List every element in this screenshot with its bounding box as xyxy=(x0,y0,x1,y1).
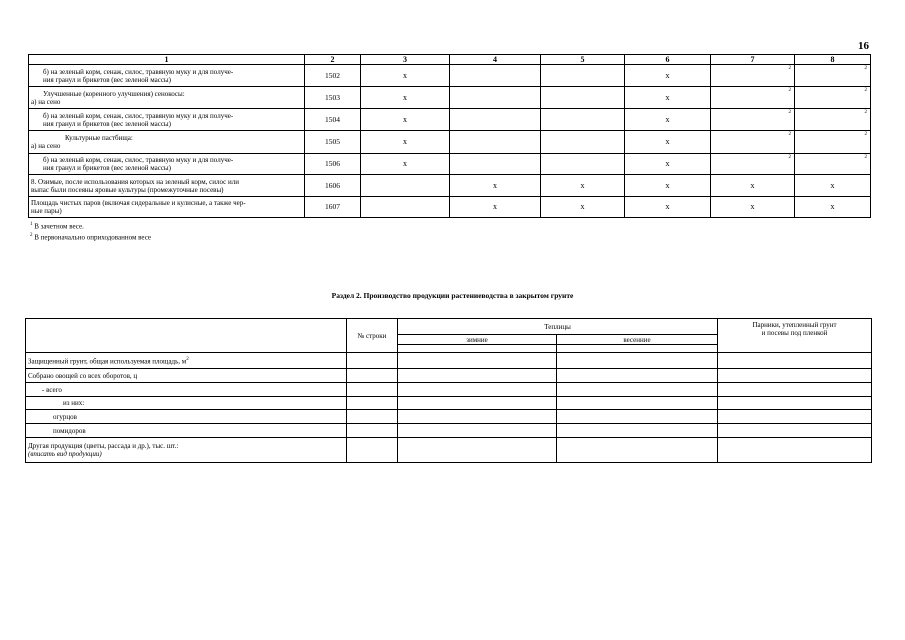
cell[interactable] xyxy=(398,369,557,383)
table-row xyxy=(29,154,871,175)
cell-col5[interactable] xyxy=(541,87,625,109)
row-code: 1506 xyxy=(305,154,361,175)
cell-col3[interactable]: x xyxy=(361,154,450,175)
header-cell: 2 xyxy=(305,55,361,65)
footnote-mark: 2 xyxy=(788,88,791,93)
row-code: 1607 xyxy=(305,197,361,218)
cell[interactable] xyxy=(398,383,557,397)
table-crop-area xyxy=(28,54,871,218)
row-label-line: Другая продукция (цветы, рассада и др.), тыс. шт.: xyxy=(28,442,179,450)
footnote-mark: 2 xyxy=(864,88,867,93)
cell[interactable] xyxy=(347,397,398,410)
row-code: 1505 xyxy=(305,131,361,154)
cell-col3[interactable]: x xyxy=(361,65,450,87)
cell[interactable] xyxy=(347,410,398,424)
cell-col7[interactable] xyxy=(711,154,795,175)
cell-col7[interactable]: x xyxy=(711,197,795,218)
footnote-mark: 2 xyxy=(864,132,867,137)
row-label: Собрано овощей со всех оборотов, ц xyxy=(26,369,347,383)
cell-col6[interactable]: x xyxy=(625,197,711,218)
footnote-mark: 2 xyxy=(788,132,791,137)
row-label xyxy=(29,154,305,175)
footnote-mark: 2 xyxy=(788,110,791,115)
cell[interactable] xyxy=(718,353,872,369)
cell[interactable] xyxy=(718,369,872,383)
cell[interactable] xyxy=(557,410,718,424)
row-label: - всего xyxy=(26,383,347,397)
table-row xyxy=(29,197,871,218)
row-label-line: Площадь чистых паров (включая сидеральные и кулисные, а также чер- xyxy=(31,199,246,207)
cell-col8[interactable] xyxy=(795,65,871,87)
header-cell: 6 xyxy=(625,55,711,65)
row-label-line: а) на сено xyxy=(31,97,61,106)
row-code: 1502 xyxy=(305,65,361,87)
table-row xyxy=(26,383,872,397)
cell[interactable] xyxy=(718,424,872,438)
cell-col3[interactable]: x xyxy=(361,109,450,131)
table-row xyxy=(29,131,871,154)
cell-col7[interactable] xyxy=(711,87,795,109)
row-label xyxy=(29,131,305,154)
cell[interactable] xyxy=(398,353,557,369)
footnote-mark: 2 xyxy=(788,66,791,71)
cell-col6[interactable]: x xyxy=(625,87,711,109)
cell-col6[interactable]: x xyxy=(625,154,711,175)
header-cell: 5 xyxy=(541,55,625,65)
row-label-line: выпас были посеяны яровые культуры (промежуточные посевы) xyxy=(31,185,224,194)
cell[interactable] xyxy=(347,438,398,463)
cell[interactable] xyxy=(347,369,398,383)
cell-col5[interactable] xyxy=(541,154,625,175)
header-cell: 1 xyxy=(29,55,305,65)
cell-col8[interactable] xyxy=(795,109,871,131)
row-label xyxy=(29,65,305,87)
header-row-number: № строки xyxy=(347,319,398,353)
table-row xyxy=(26,369,872,383)
cell[interactable] xyxy=(557,383,718,397)
row-label-line: (вписать вид продукции) xyxy=(28,450,102,458)
cell-col6[interactable]: x xyxy=(625,175,711,197)
row-label-line: б) на зеленый корм, сенаж, силос, травяную муку и для получе- xyxy=(43,111,234,120)
table-row xyxy=(29,109,871,131)
cell-col4[interactable] xyxy=(450,131,541,154)
cell-col8[interactable] xyxy=(795,154,871,175)
footnote-mark: 2 xyxy=(864,155,867,160)
cell-col3[interactable]: x xyxy=(361,131,450,154)
header-winter: зимние xyxy=(398,335,557,345)
cell[interactable] xyxy=(557,397,718,410)
table-row xyxy=(26,397,872,410)
header-hotbeds xyxy=(718,319,872,353)
table-header-row xyxy=(29,55,871,65)
row-code: 1504 xyxy=(305,109,361,131)
row-label-line: а) на сено xyxy=(31,142,61,150)
cell-col3[interactable]: x xyxy=(361,87,450,109)
cell-col4[interactable] xyxy=(450,65,541,87)
cell[interactable] xyxy=(718,438,872,463)
cell-col6[interactable]: x xyxy=(625,65,711,87)
cell[interactable] xyxy=(398,438,557,463)
cell[interactable] xyxy=(718,383,872,397)
cell[interactable] xyxy=(557,438,718,463)
table-row xyxy=(26,353,872,369)
row-code: 1503 xyxy=(305,87,361,109)
cell-col8[interactable]: x xyxy=(795,197,871,218)
cell-col5[interactable]: x xyxy=(541,197,625,218)
cell[interactable] xyxy=(398,397,557,410)
cell-col6[interactable]: x xyxy=(625,109,711,131)
footnote-1: $^1$ В зачетном весе. xyxy=(30,222,84,231)
table-row xyxy=(26,410,872,424)
cell-col7[interactable] xyxy=(711,131,795,154)
row-label-line: б) на зеленый корм, сенаж, силос, травяную муку и для получе- xyxy=(43,67,234,76)
header-hotbeds-line: и посевы под пленкой xyxy=(761,329,828,337)
row-label: помидоров xyxy=(26,424,347,438)
row-label xyxy=(29,87,305,109)
row-label xyxy=(29,175,305,197)
cell-col7[interactable] xyxy=(711,109,795,131)
header-blank xyxy=(26,319,347,353)
cell-col4[interactable] xyxy=(450,87,541,109)
footnote-2: $^2$ В первоначально оприходованном весе xyxy=(30,233,152,242)
cell-col3[interactable] xyxy=(361,197,450,218)
row-label: Защищенный грунт, общая используемая площадь, $м^2$ xyxy=(26,353,347,369)
cell[interactable] xyxy=(398,424,557,438)
header-hotbeds-line: Парники, утепленный грунт xyxy=(752,321,837,329)
cell-col4[interactable]: x xyxy=(450,197,541,218)
cell-col7[interactable] xyxy=(711,65,795,87)
row-label-line: б) на зеленый корм, сенаж, силос, травяную муку и для получе- xyxy=(43,156,234,164)
row-label-line: 8. Озимые, после использования которых на зеленый корм, силос или xyxy=(31,177,240,186)
cell[interactable] xyxy=(557,369,718,383)
row-label xyxy=(29,109,305,131)
cell-col8[interactable]: x xyxy=(795,175,871,197)
table-row xyxy=(29,87,871,109)
row-label xyxy=(26,438,347,463)
cell[interactable] xyxy=(347,383,398,397)
header-subcell xyxy=(398,345,557,353)
row-label xyxy=(29,197,305,218)
table-row xyxy=(26,424,872,438)
row-label-line: Культурные пастбища: xyxy=(65,134,133,142)
cell[interactable] xyxy=(557,424,718,438)
cell-col4[interactable] xyxy=(450,154,541,175)
row-label-line: Улучшенные (коренного улучшения) сенокосы: xyxy=(43,89,185,98)
cell[interactable] xyxy=(347,353,398,369)
table-header-row xyxy=(26,319,872,335)
cell-col3[interactable] xyxy=(361,175,450,197)
cell-col4[interactable] xyxy=(450,109,541,131)
row-label: огурцов xyxy=(26,410,347,424)
footnote-mark: 2 xyxy=(864,66,867,71)
footnote-mark: 2 xyxy=(864,110,867,115)
row-code: 1606 xyxy=(305,175,361,197)
cell-col7[interactable]: x xyxy=(711,175,795,197)
row-label-line: ные пары) xyxy=(31,207,62,215)
table-row xyxy=(26,438,872,463)
cell-col4[interactable]: x xyxy=(450,175,541,197)
cell-col5[interactable] xyxy=(541,131,625,154)
cell-col5[interactable] xyxy=(541,109,625,131)
cell-col5[interactable]: x xyxy=(541,175,625,197)
row-label-line: ния гранул и брикетов (вес зеленой массы) xyxy=(43,164,171,172)
row-label: из них: xyxy=(26,397,347,410)
cell[interactable] xyxy=(347,424,398,438)
cell-col6[interactable]: x xyxy=(625,131,711,154)
header-cell: 4 xyxy=(450,55,541,65)
row-label-line: ния гранул и брикетов (вес зеленой массы) xyxy=(43,119,171,128)
cell-col8[interactable] xyxy=(795,87,871,109)
cell[interactable] xyxy=(398,410,557,424)
header-cell: 7 xyxy=(711,55,795,65)
page-number: 16 xyxy=(858,40,869,52)
cell-col8[interactable] xyxy=(795,131,871,154)
cell[interactable] xyxy=(718,410,872,424)
row-label-line: ния гранул и брикетов (вес зеленой массы) xyxy=(43,75,171,84)
table-row xyxy=(29,175,871,197)
table-greenhouse-production xyxy=(25,318,872,463)
cell-col5[interactable] xyxy=(541,65,625,87)
footnote-mark: 2 xyxy=(788,155,791,160)
header-subcell xyxy=(557,345,718,353)
table-row xyxy=(29,65,871,87)
cell[interactable] xyxy=(718,397,872,410)
header-cell: 3 xyxy=(361,55,450,65)
header-spring: весенние xyxy=(557,335,718,345)
header-cell: 8 xyxy=(795,55,871,65)
section-title: Раздел 2. Производство продукции растениеводства в закрытом грунте xyxy=(331,291,574,300)
header-greenhouses: Теплицы xyxy=(398,319,718,335)
cell[interactable] xyxy=(557,353,718,369)
